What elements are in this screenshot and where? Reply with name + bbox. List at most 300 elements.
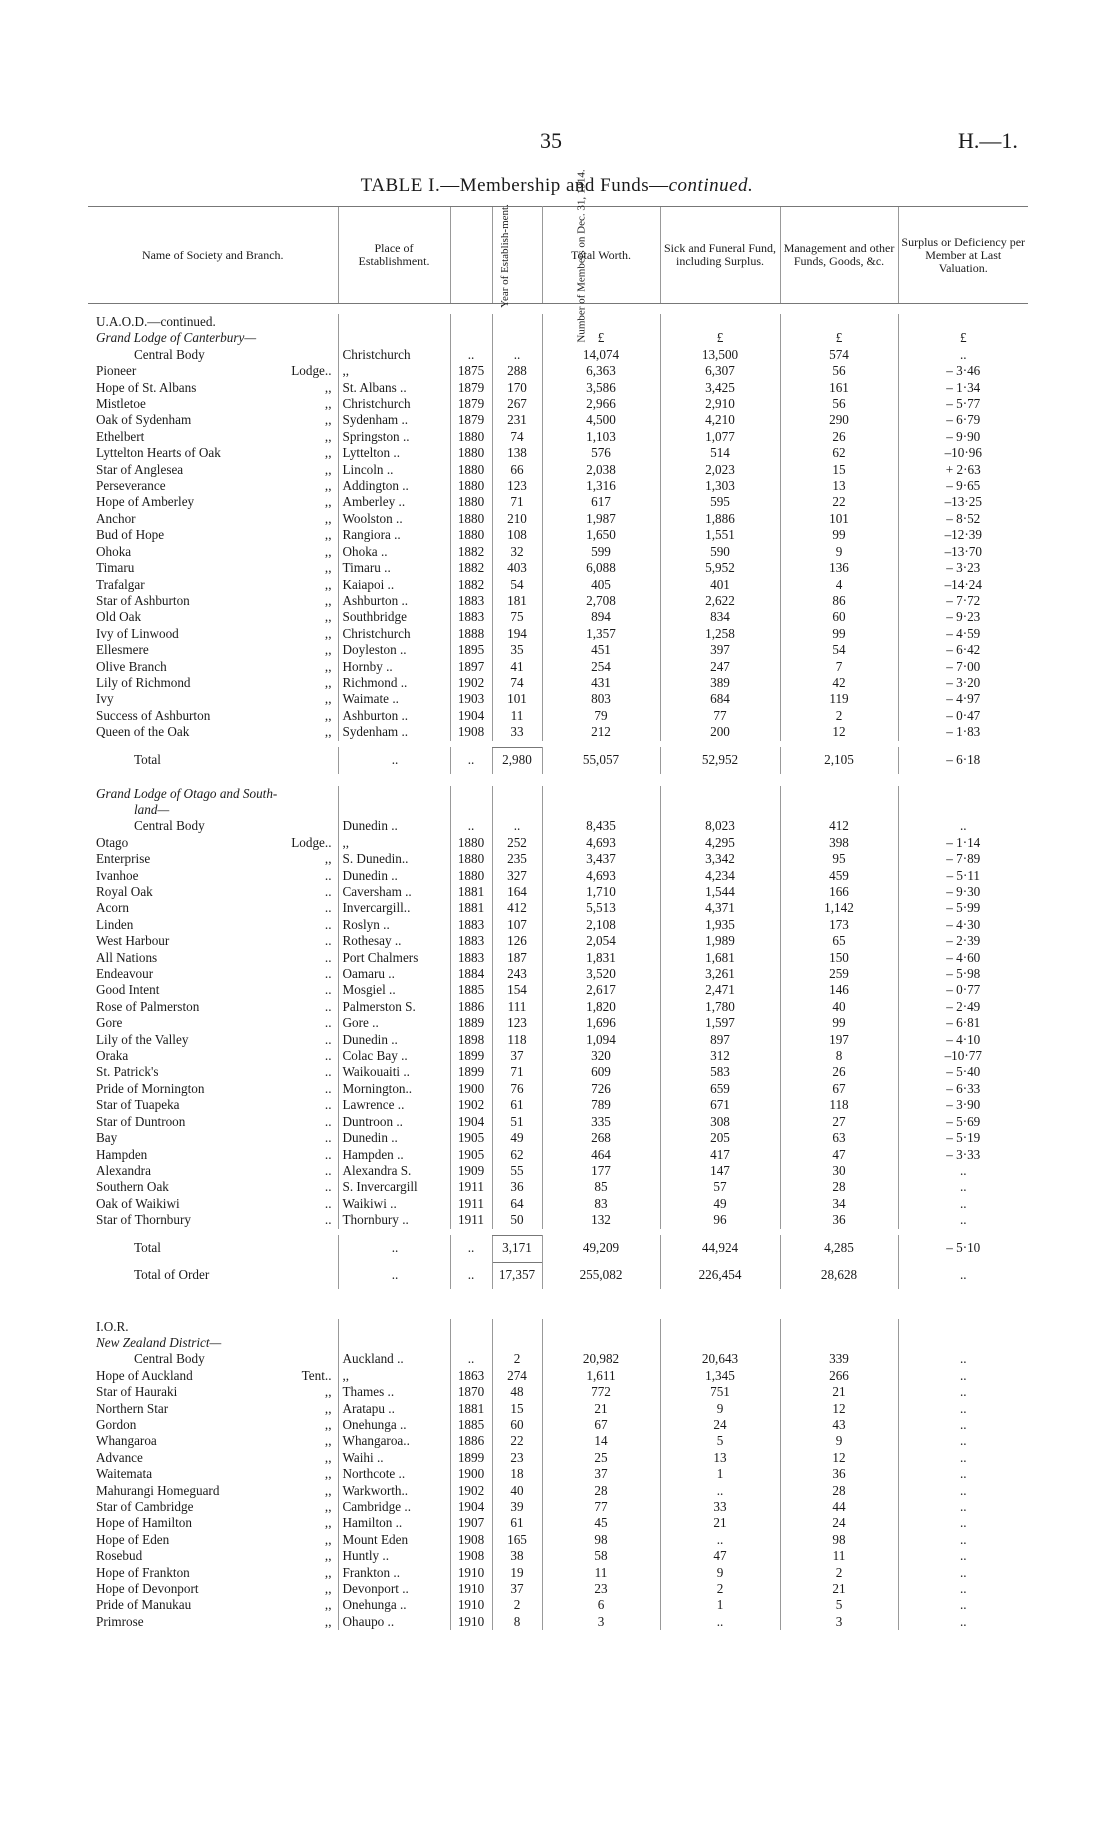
- empty-cell: [492, 314, 542, 330]
- surplus-cell: ..: [898, 1597, 1028, 1613]
- empty-cell: [450, 330, 492, 346]
- year-cell: 1911: [450, 1179, 492, 1195]
- table-row: [88, 999, 1028, 1015]
- place-cell: Springston ..: [338, 429, 450, 445]
- worth-cell: 20,982: [542, 1351, 660, 1367]
- branch-name-cell: [88, 642, 338, 658]
- surplus-cell: – 5·40: [898, 1064, 1028, 1080]
- empty-cell: [450, 1319, 492, 1335]
- surplus-cell: –10·77: [898, 1048, 1028, 1064]
- surplus-cell: – 2·49: [898, 999, 1028, 1015]
- year-cell: 1886: [450, 999, 492, 1015]
- surplus-cell: – 6·33: [898, 1081, 1028, 1097]
- worth-cell: 1,650: [542, 527, 660, 543]
- branch-name-cell: [88, 1614, 338, 1630]
- sick-fund-cell: 4,234: [660, 868, 780, 884]
- year-cell: 1911: [450, 1196, 492, 1212]
- surplus-cell: ..: [898, 1384, 1028, 1400]
- year-cell: 1880: [450, 835, 492, 851]
- total-worth: 49,209: [542, 1235, 660, 1262]
- empty-cell: [898, 314, 1028, 330]
- total-sick: 226,454: [660, 1262, 780, 1289]
- sick-fund-cell: 659: [660, 1081, 780, 1097]
- branch-name: Linden: [96, 916, 134, 932]
- branch-name: Rose of Palmerston: [96, 998, 200, 1014]
- worth-cell: 6,363: [542, 363, 660, 379]
- sick-fund-cell: 57: [660, 1179, 780, 1195]
- year-cell: 1911: [450, 1212, 492, 1228]
- members-cell: 126: [492, 933, 542, 949]
- surplus-cell: ..: [898, 1483, 1028, 1499]
- members-cell: 267: [492, 396, 542, 412]
- sick-fund-cell: 3,425: [660, 380, 780, 396]
- place-cell: Lyttelton ..: [338, 445, 450, 461]
- branch-kind: ,,: [324, 510, 332, 526]
- members-cell: 252: [492, 835, 542, 851]
- surplus-cell: – 9·65: [898, 478, 1028, 494]
- branch-kind: ,,: [324, 428, 332, 444]
- branch-name-cell: [88, 1097, 338, 1113]
- worth-cell: 14,074: [542, 347, 660, 363]
- branch-name: All Nations: [96, 949, 158, 965]
- members-cell: 170: [492, 380, 542, 396]
- management-cell: 11: [780, 1548, 898, 1564]
- branch-name-cell: [88, 1368, 338, 1384]
- table-row: [88, 708, 1028, 724]
- empty-cell: [492, 1335, 542, 1351]
- branch-name-cell: [88, 999, 338, 1015]
- branch-name: Ellesmere: [96, 642, 149, 658]
- branch-kind: ..: [324, 1130, 332, 1146]
- worth-cell: 177: [542, 1163, 660, 1179]
- worth-cell: 8,435: [542, 818, 660, 834]
- management-cell: 101: [780, 511, 898, 527]
- branch-kind: ,,: [324, 1384, 332, 1400]
- management-cell: 12: [780, 1401, 898, 1417]
- col-year: [450, 203, 511, 308]
- year-cell: 1880: [450, 445, 492, 461]
- col-mgmt: Management and other Funds, Goods, &c.: [780, 207, 898, 304]
- surplus-cell: ..: [898, 1179, 1028, 1195]
- branch-name-cell: [88, 724, 338, 740]
- table-row: [88, 1450, 1028, 1466]
- management-cell: 99: [780, 527, 898, 543]
- sick-fund-cell: 397: [660, 642, 780, 658]
- year-cell: 1909: [450, 1163, 492, 1179]
- year-cell: 1883: [450, 593, 492, 609]
- branch-name: Primrose: [96, 1613, 144, 1629]
- worth-cell: 599: [542, 544, 660, 560]
- worth-cell: 1,696: [542, 1015, 660, 1031]
- branch-name-cell: [88, 544, 338, 560]
- sick-fund-cell: 417: [660, 1147, 780, 1163]
- worth-cell: 2,038: [542, 462, 660, 478]
- total-sick: 44,924: [660, 1235, 780, 1262]
- branch-name: Star of Thornbury: [96, 1212, 191, 1228]
- sick-fund-cell: 2,471: [660, 982, 780, 998]
- surplus-cell: ..: [898, 1401, 1028, 1417]
- branch-kind: ,,: [324, 592, 332, 608]
- members-cell: 50: [492, 1212, 542, 1228]
- branch-kind: ,,: [324, 1466, 332, 1482]
- branch-kind: ,,: [324, 1581, 332, 1597]
- branch-kind: ,,: [324, 625, 332, 641]
- worth-cell: 617: [542, 494, 660, 510]
- col-sick: Sick and Funeral Fund, including Surplus.: [660, 207, 780, 304]
- branch-kind: ,,: [324, 543, 332, 559]
- surplus-cell: + 2·63: [898, 462, 1028, 478]
- surplus-cell: ..: [898, 1515, 1028, 1531]
- branch-name: Pioneer: [96, 363, 137, 379]
- management-cell: 40: [780, 999, 898, 1015]
- branch-name: Queen of the Oak: [96, 724, 190, 740]
- year-cell: 1905: [450, 1130, 492, 1146]
- empty-cell: [660, 786, 780, 802]
- management-cell: 146: [780, 982, 898, 998]
- members-cell: 33: [492, 724, 542, 740]
- table-title: [0, 175, 1114, 197]
- table-row: [88, 1212, 1028, 1228]
- surplus-cell: ..: [898, 1466, 1028, 1482]
- place-cell: Lawrence ..: [338, 1097, 450, 1113]
- year-cell: 1899: [450, 1048, 492, 1064]
- branch-name-cell: [88, 917, 338, 933]
- surplus-cell: ..: [898, 1163, 1028, 1179]
- surplus-cell: – 7·89: [898, 851, 1028, 867]
- sick-fund-cell: 4,210: [660, 412, 780, 428]
- table-row: [88, 593, 1028, 609]
- sick-fund-cell: 9: [660, 1401, 780, 1417]
- branch-name: Mistletoe: [96, 396, 146, 412]
- table-row: [88, 544, 1028, 560]
- management-cell: 266: [780, 1368, 898, 1384]
- year-cell: 1880: [450, 527, 492, 543]
- branch-kind: ..: [324, 1097, 332, 1113]
- empty-cell: [780, 1319, 898, 1335]
- total-label: Total: [134, 1240, 161, 1256]
- management-cell: 398: [780, 835, 898, 851]
- surplus-cell: – 9·23: [898, 609, 1028, 625]
- sick-fund-cell: 205: [660, 1130, 780, 1146]
- worth-cell: 254: [542, 659, 660, 675]
- sick-fund-cell: ..: [660, 1532, 780, 1548]
- management-cell: 339: [780, 1351, 898, 1367]
- management-cell: 47: [780, 1147, 898, 1163]
- surplus-cell: – 4·30: [898, 917, 1028, 933]
- branch-kind: ,,: [324, 1482, 332, 1498]
- place-cell: Aratapu ..: [338, 1401, 450, 1417]
- district-heading-nz-label: New Zealand District—: [96, 1334, 222, 1350]
- total-worth: 255,082: [542, 1262, 660, 1289]
- year-cell: 1900: [450, 1081, 492, 1097]
- branch-name: Star of Ashburton: [96, 592, 190, 608]
- year-cell: 1908: [450, 1548, 492, 1564]
- worth-cell: 894: [542, 609, 660, 625]
- place-cell: S. Invercargill: [338, 1179, 450, 1195]
- branch-name-cell: [88, 412, 338, 428]
- branch-kind: ,,: [324, 576, 332, 592]
- table-row: [88, 494, 1028, 510]
- members-cell: 71: [492, 1064, 542, 1080]
- sick-fund-cell: 6,307: [660, 363, 780, 379]
- surplus-cell: – 4·59: [898, 626, 1028, 642]
- table-row: [88, 724, 1028, 740]
- branch-name: Ohoka: [96, 543, 132, 559]
- surplus-cell: – 1·34: [898, 380, 1028, 396]
- branch-name-cell: [88, 1196, 338, 1212]
- branch-name-cell: [88, 691, 338, 707]
- branch-kind: ..: [324, 949, 332, 965]
- branch-name: Olive Branch: [96, 658, 167, 674]
- management-cell: 1,142: [780, 900, 898, 916]
- total-mgmt: 4,285: [780, 1235, 898, 1262]
- management-cell: 44: [780, 1499, 898, 1515]
- empty-cell: [450, 1335, 492, 1351]
- empty-cell: [780, 802, 898, 818]
- sick-fund-cell: 47: [660, 1548, 780, 1564]
- management-cell: 43: [780, 1417, 898, 1433]
- branch-name-cell: [88, 966, 338, 982]
- management-cell: 136: [780, 560, 898, 576]
- worth-cell: 464: [542, 1147, 660, 1163]
- members-cell: 71: [492, 494, 542, 510]
- year-cell: 1883: [450, 917, 492, 933]
- sick-fund-cell: 1: [660, 1597, 780, 1613]
- branch-name: Success of Ashburton: [96, 707, 211, 723]
- branch-kind: ,,: [324, 1548, 332, 1564]
- members-cell: 61: [492, 1515, 542, 1531]
- table-row: [88, 1532, 1028, 1548]
- management-cell: 166: [780, 884, 898, 900]
- place-cell: Rangiora ..: [338, 527, 450, 543]
- surplus-cell: – 2·39: [898, 933, 1028, 949]
- management-cell: 13: [780, 478, 898, 494]
- place-cell: Northcote ..: [338, 1466, 450, 1482]
- management-cell: 8: [780, 1048, 898, 1064]
- branch-name: Star of Cambridge: [96, 1499, 194, 1514]
- branch-kind: ..: [324, 966, 332, 982]
- branch-name-cell: [88, 494, 338, 510]
- branch-kind: ,,: [324, 379, 332, 395]
- table-row: [88, 1401, 1028, 1417]
- place-cell: Mosgiel ..: [338, 982, 450, 998]
- empty-cell: [898, 1319, 1028, 1335]
- branch-name: Northern Star: [96, 1400, 169, 1416]
- surplus-cell: ..: [898, 1351, 1028, 1367]
- members-cell: 107: [492, 917, 542, 933]
- place-cell: Mount Eden: [338, 1532, 450, 1548]
- branch-kind: ,,: [324, 527, 332, 543]
- branch-name-cell: [88, 1114, 338, 1130]
- year-cell: 1910: [450, 1581, 492, 1597]
- branch-kind: ,,: [324, 1449, 332, 1465]
- empty-cell: [492, 1319, 542, 1335]
- empty-cell: [492, 330, 542, 346]
- place-cell: Frankton ..: [338, 1565, 450, 1581]
- branch-name: Hampden: [96, 1146, 148, 1162]
- management-cell: 28: [780, 1483, 898, 1499]
- table-row: [88, 1114, 1028, 1130]
- branch-name-cell: [88, 1499, 338, 1515]
- table-row: [88, 950, 1028, 966]
- place-cell: S. Dunedin..: [338, 851, 450, 867]
- management-cell: 54: [780, 642, 898, 658]
- branch-name-cell: [88, 1450, 338, 1466]
- management-cell: 412: [780, 818, 898, 834]
- spacer-row: [88, 304, 1028, 315]
- branch-name-cell: [88, 380, 338, 396]
- sick-fund-cell: 1,077: [660, 429, 780, 445]
- year-cell: 1889: [450, 1015, 492, 1031]
- order-heading-ior-label: I.O.R.: [96, 1318, 129, 1334]
- surplus-cell: – 5·98: [898, 966, 1028, 982]
- total-place: ..: [338, 1262, 450, 1289]
- table-row: [88, 511, 1028, 527]
- year-cell: 1879: [450, 380, 492, 396]
- year-cell: 1880: [450, 851, 492, 867]
- place-cell: Doyleston ..: [338, 642, 450, 658]
- branch-name-cell: [88, 708, 338, 724]
- surplus-cell: ..: [898, 1581, 1028, 1597]
- branch-name-cell: [88, 577, 338, 593]
- place-cell: Christchurch: [338, 396, 450, 412]
- sick-fund-cell: 24: [660, 1417, 780, 1433]
- sick-fund-cell: 671: [660, 1097, 780, 1113]
- sick-fund-cell: 1,258: [660, 626, 780, 642]
- table-row: [88, 1179, 1028, 1195]
- table-row: [88, 380, 1028, 396]
- branch-name: Rosebud: [96, 1548, 143, 1564]
- sick-fund-cell: 3,342: [660, 851, 780, 867]
- branch-name: Ivy of Linwood: [96, 625, 179, 641]
- members-cell: 51: [492, 1114, 542, 1130]
- total-surplus: ..: [898, 1262, 1028, 1289]
- branch-name: Oak of Sydenham: [96, 412, 192, 428]
- year-cell: 1907: [450, 1515, 492, 1531]
- branch-kind: ,,: [324, 1515, 332, 1531]
- branch-name-cell: [88, 462, 338, 478]
- branch-name-cell: [88, 1483, 338, 1499]
- management-cell: 5: [780, 1597, 898, 1613]
- table-row: [88, 1081, 1028, 1097]
- worth-cell: 6: [542, 1597, 660, 1613]
- members-cell: 288: [492, 363, 542, 379]
- branch-name: Hope of Amberley: [96, 494, 195, 510]
- sick-fund-cell: 49: [660, 1196, 780, 1212]
- empty-cell: [542, 1319, 660, 1335]
- surplus-cell: ..: [898, 1548, 1028, 1564]
- branch-name-cell: [88, 626, 338, 642]
- year-cell: 1882: [450, 577, 492, 593]
- sick-fund-cell: 1,886: [660, 511, 780, 527]
- branch-name-cell: [88, 396, 338, 412]
- surplus-cell: ..: [898, 1417, 1028, 1433]
- members-cell: 41: [492, 659, 542, 675]
- branch-name: Hope of Devonport: [96, 1581, 199, 1597]
- members-cell: 75: [492, 609, 542, 625]
- management-cell: 9: [780, 1433, 898, 1449]
- branch-kind: ..: [324, 1080, 332, 1096]
- branch-name: Central Body: [134, 818, 205, 834]
- branch-name: Perseverance: [96, 478, 166, 494]
- year-cell: 1910: [450, 1614, 492, 1630]
- worth-cell: 451: [542, 642, 660, 658]
- worth-cell: 45: [542, 1515, 660, 1531]
- branch-kind: ,,: [324, 707, 332, 723]
- management-cell: 98: [780, 1532, 898, 1548]
- branch-kind: ..: [324, 1195, 332, 1211]
- members-cell: 154: [492, 982, 542, 998]
- total-surplus: – 6·18: [898, 747, 1028, 774]
- branch-name-cell: [88, 363, 338, 379]
- worth-cell: 58: [542, 1548, 660, 1564]
- worth-cell: 28: [542, 1483, 660, 1499]
- surplus-cell: ..: [898, 347, 1028, 363]
- members-cell: 235: [492, 851, 542, 867]
- sick-fund-cell: ..: [660, 1483, 780, 1499]
- table-row: [88, 1032, 1028, 1048]
- members-cell: 38: [492, 1548, 542, 1564]
- branch-name: Old Oak: [96, 609, 142, 625]
- sick-fund-cell: 834: [660, 609, 780, 625]
- currency-mark: £: [660, 330, 780, 346]
- sick-fund-cell: 9: [660, 1565, 780, 1581]
- branch-name: Acorn: [96, 900, 129, 916]
- branch-name-cell: [88, 527, 338, 543]
- branch-kind: ,,: [324, 494, 332, 510]
- members-cell: 61: [492, 1097, 542, 1113]
- branch-kind: ..: [324, 1212, 332, 1228]
- place-cell: ,,: [338, 363, 450, 379]
- branch-name-cell: [88, 1032, 338, 1048]
- branch-kind: ,,: [324, 642, 332, 658]
- members-cell: 15: [492, 1401, 542, 1417]
- branch-name-cell: [88, 560, 338, 576]
- management-cell: 3: [780, 1614, 898, 1630]
- branch-name-cell: [88, 1466, 338, 1482]
- table-row: [88, 1483, 1028, 1499]
- empty-cell: [898, 1335, 1028, 1351]
- branch-name-cell: [88, 900, 338, 916]
- branch-kind: Tent..: [301, 1367, 332, 1383]
- year-cell: 1908: [450, 724, 492, 740]
- members-cell: 64: [492, 1196, 542, 1212]
- management-cell: 2: [780, 708, 898, 724]
- branch-name-cell: [88, 1384, 338, 1400]
- year-cell: 1870: [450, 1384, 492, 1400]
- total-surplus: – 5·10: [898, 1235, 1028, 1262]
- management-cell: 118: [780, 1097, 898, 1113]
- branch-name: Southern Oak: [96, 1179, 169, 1195]
- table-row: [88, 659, 1028, 675]
- place-cell: Ohoka ..: [338, 544, 450, 560]
- management-cell: 24: [780, 1515, 898, 1531]
- worth-cell: 98: [542, 1532, 660, 1548]
- total-place: ..: [338, 747, 450, 774]
- place-cell: ,,: [338, 1368, 450, 1384]
- total-label: Total: [134, 752, 161, 768]
- year-cell: 1880: [450, 478, 492, 494]
- branch-name: Advance: [96, 1449, 143, 1465]
- table-row: [88, 1433, 1028, 1449]
- empty-cell: [338, 314, 450, 330]
- branch-name: Waitemata: [96, 1466, 153, 1482]
- surplus-cell: – 9·30: [898, 884, 1028, 900]
- management-cell: 21: [780, 1384, 898, 1400]
- table-row: [88, 868, 1028, 884]
- branch-name: Ethelbert: [96, 428, 145, 444]
- surplus-cell: – 5·11: [898, 868, 1028, 884]
